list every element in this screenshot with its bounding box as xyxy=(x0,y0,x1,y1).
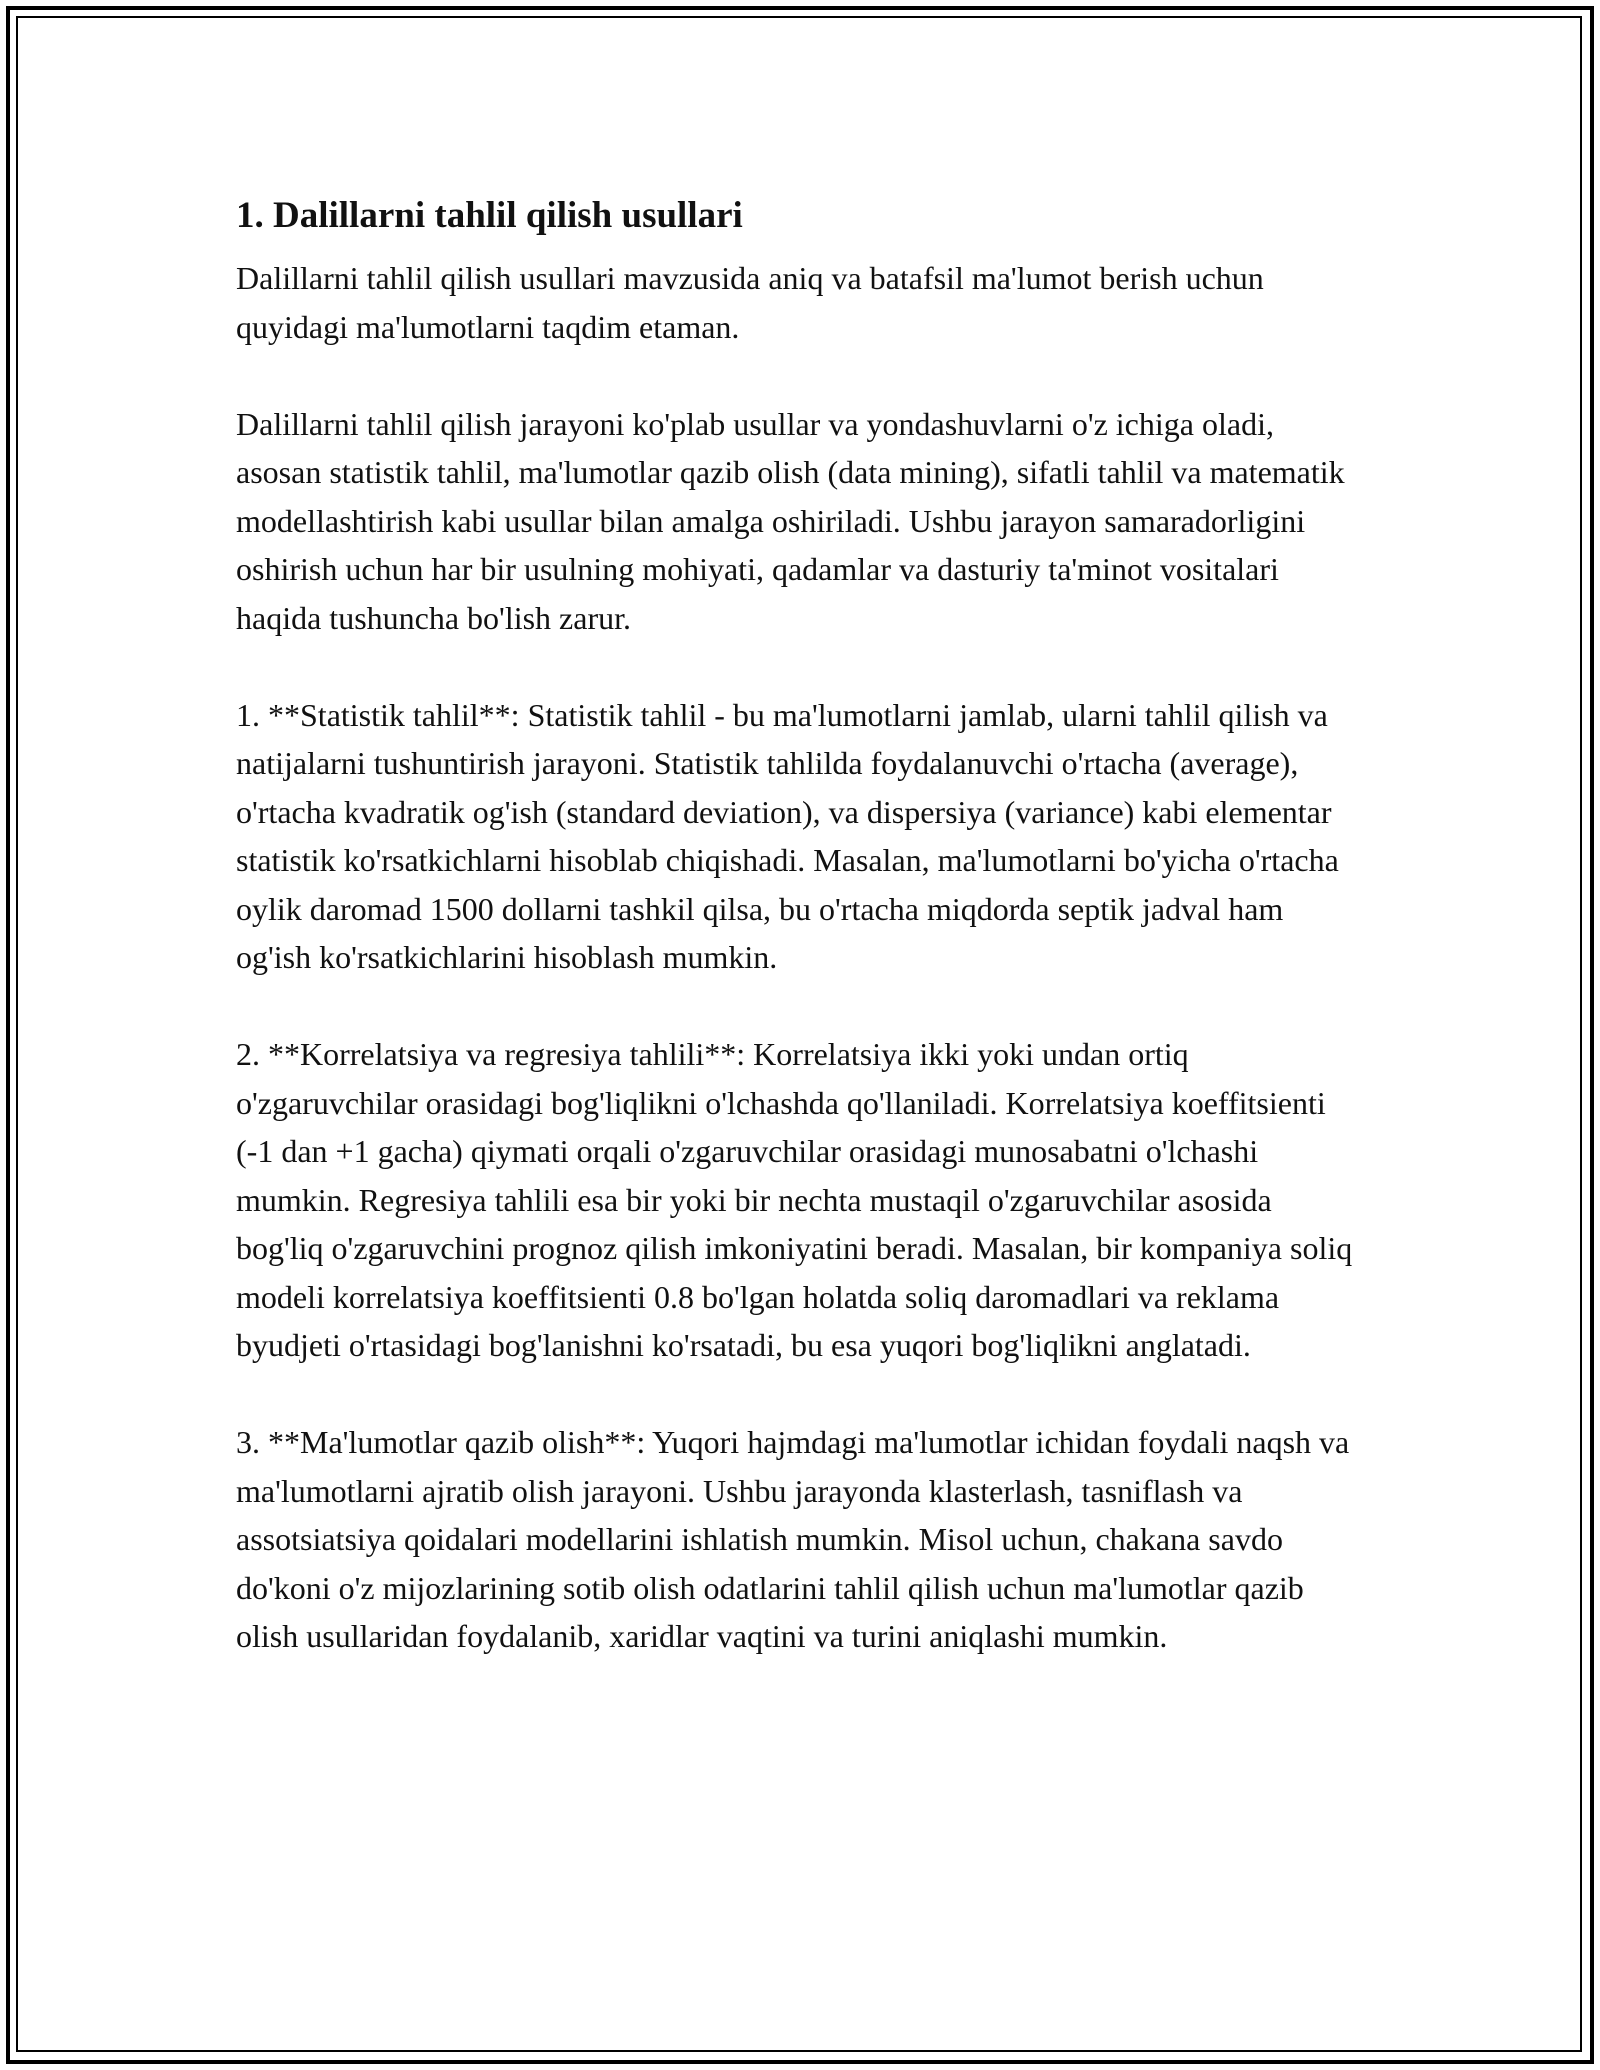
data-mining-paragraph: 3. **Ma'lumotlar qazib olish**: Yuqori hajmdagi ma'lumotlar ichidan foydali naqsh va ma'lumotlarni ajratib olish jarayoni. Ushbu jarayonda klasterlash, tasniflash va assotsiatsiya qoidalari modellarini ishlatish mumkin. Misol uchun, chakana savdo do'koni o'z mijozlarining sotib olish odatlarini tahlil qilish uchun ma'lumotlar qazib olish usullaridan foydalanib, xaridlar vaqtini va turini aniqlashi mumkin. xyxy=(236,1424,1350,1654)
intro-paragraph: Dalillarni tahlil qilish usullari mavzusida aniq va batafsil ma'lumot berish uchun quyidagi ma'lumotlarni taqdim etaman. xyxy=(236,260,1264,345)
document-title: 1. Dalillarni tahlil qilish usullari xyxy=(236,195,743,236)
correlation-regression-paragraph: 2. **Korrelatsiya va regresiya tahlili**: Korrelatsiya ikki yoki undan ortiq o'zgaruvchilar orasidagi bog'liqlikni o'lchashda qo'llaniladi. Korrelatsiya koeffitsienti (-1 dan +1 gacha) qiymati orqali o'zgaruvchilar orasidagi munosabatni o'lchashi mumkin. Regresiya tahlili esa bir yoki bir nechta mustaqil o'zgaruvchilar asosida bog'liq o'zgaruvchini prognoz qilish imkoniyatini beradi. Masalan, bir kompaniya soliq modeli korrelatsiya koeffitsienti 0.8 bo'lgan holatda soliq daromadlari va reklama byudjeti o'rtasidagi bog'lanishni ko'rsatadi, bu esa yuqori bog'liqlikni anglatadi. xyxy=(236,1036,1353,1363)
overview-paragraph: Dalillarni tahlil qilish jarayoni ko'plab usullar va yondashuvlarni o'z ichiga oladi, asosan statistik tahlil, ma'lumotlar qazib olish (data mining), sifatli tahlil va matematik modellashtirish kabi usullar bilan amalga oshiriladi. Ushbu jarayon samaradorligini oshirish uchun har bir usulning mohiyati, qadamlar va dasturiy ta'minot vositalari haqida tushuncha bo'lish zarur. xyxy=(236,405,1345,636)
statistical-analysis-paragraph: 1. **Statistik tahlil**: Statistik tahlil - bu ma'lumotlarni jamlab, ularni tahlil qilish va natijalarni tushuntirish jarayoni. Statistik tahlilda foydalanuvchi o'rtacha (average), o'rtacha kvadratik og'ish (standard deviation), va dispersiya (variance) kabi elementar statistik ko'rsatkichlarni hisoblab chiqishadi. Masalan, ma'lumotlarni bo'yicha o'rtacha oylik daromad 1500 dollarni tashkil qilsa, bu o'rtacha miqdorda septik jadval ham og'ish ko'rsatkichlarini hisoblash mumkin. xyxy=(236,696,1339,975)
document-body xyxy=(236,184,1356,1709)
